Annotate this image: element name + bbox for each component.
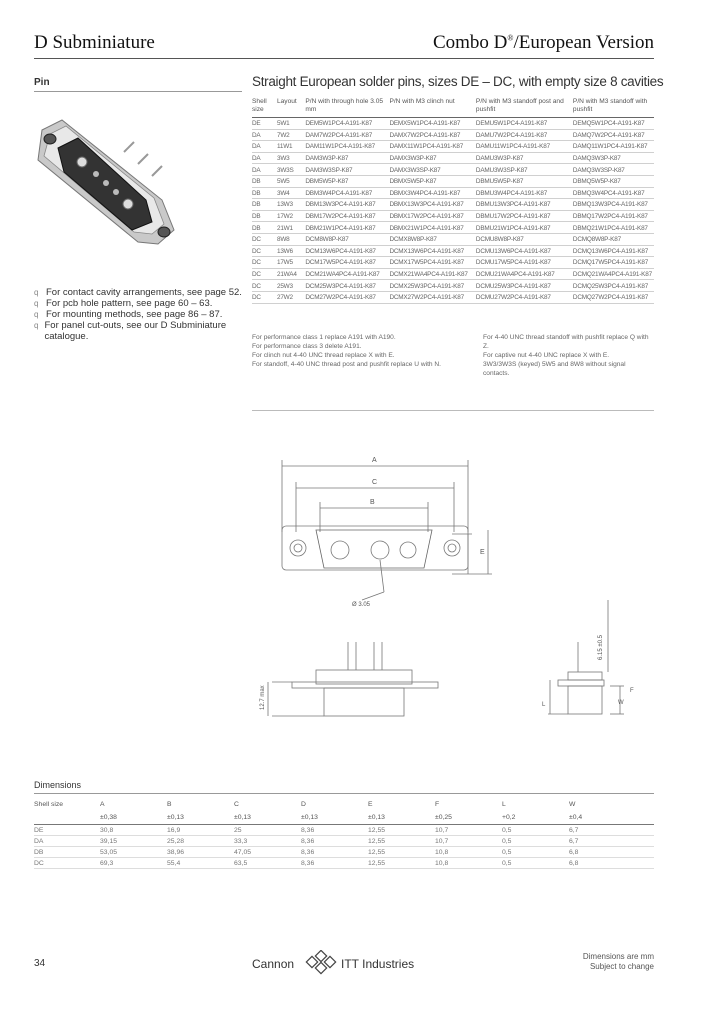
table-cell: DC [252,291,277,303]
dim-w-label: W [618,700,624,706]
col-header: P/N with M3 standoff post and pushfit [476,98,573,118]
table-row [34,836,654,847]
table-cell: DCMQ21WA4PC4-A191-K87 [573,268,654,280]
table-cell: DAMU11W1PC4-A191-K87 [476,141,573,153]
table-cell: DE [252,118,277,130]
table-row [252,199,654,211]
table-cell: 63,5 [234,858,301,869]
table-cell: 6,8 [569,847,654,858]
footnote: For captive nut 4-40 UNC replace X with E. [483,352,610,359]
table-cell: 13W6 [277,245,305,257]
table-cell: 6,8 [569,858,654,869]
tolerance-cell [34,811,100,825]
brand-cannon: Cannon [252,957,295,971]
col-header: P/N with M3 clinch nut [389,98,475,118]
table-cell: DCM17W5PC4-A191-K87 [305,257,389,269]
table-row [252,164,654,176]
table-cell: 12,55 [368,836,435,847]
table-cell: DB [252,187,277,199]
dim-c-label: C [372,479,378,486]
table-row [252,280,654,292]
section-title: Straight European solder pins, sizes DE – DC, with empty size 8 cavities [252,74,664,89]
table-cell: 0,5 [502,836,569,847]
col-header: L [502,801,506,808]
table-cell: 13W3 [277,199,305,211]
table-cell: DCMQ17W5PC4-A191-K87 [573,257,654,269]
table-cell: DCMQ8W8P-K87 [573,233,654,245]
table-cell: DAMX3W3P-K87 [389,152,475,164]
col-header: Layout [277,98,305,118]
dimensions-label: Dimensions [34,780,82,790]
table-row [252,118,654,130]
table-cell: 38,96 [167,847,234,858]
table-cell: 55,4 [167,858,234,869]
table-cell: 3W3 [277,152,305,164]
table-cell: DCMX25W3PC4-A191-K87 [389,280,475,292]
table-cell: 8,36 [301,836,368,847]
table-cell: DBM17W2PC4-A191-K87 [305,210,389,222]
table-cell: 3W3S [277,164,305,176]
table-cell: DBMU21W1PC4-A191-K87 [476,222,573,234]
note-text: For pcb hole pattern, see page 60 – 63. [46,298,213,309]
table-cell: DAMU3W3SP-K87 [476,164,573,176]
table-cell: DBMX13W3PC4-A191-K87 [389,199,475,211]
table-row [252,141,654,153]
table-cell: 0,5 [502,825,569,836]
table-cell: 39,15 [100,836,167,847]
pin-rule [34,91,242,92]
table-cell: DC [252,233,277,245]
table-row [34,858,654,869]
table-cell: DCM13W6PC4-A191-K87 [305,245,389,257]
table-cell: 53,05 [100,847,167,858]
footnotes-left [252,333,472,369]
table-cell: DC [34,858,100,869]
bullet-icon: q [34,288,39,297]
table-cell: DCMX13W6PC4-A191-K87 [389,245,475,257]
table-cell: DAMU7W2PC4-A191-K87 [476,129,573,141]
table-cell: DCMQ13W6PC4-A191-K87 [573,245,654,257]
table-cell: DB [252,222,277,234]
table-cell: DAMQ3W3P-K87 [573,152,654,164]
header-title-right [433,32,654,54]
table-cell: DCMU25W3PC4-A191-K87 [476,280,573,292]
tolerance-cell: ±0,13 [368,811,435,825]
table-cell: 6,7 [569,825,654,836]
table-cell: DCMQ27W2PC4-A191-K87 [573,291,654,303]
table-cell: DBMX5W5P-K87 [389,175,475,187]
table-cell: DBM13W3PC4-A191-K87 [305,199,389,211]
table-cell: DCMU17W5PC4-A191-K87 [476,257,573,269]
table-cell: DAM3W3P-K87 [305,152,389,164]
table-cell: DBMU17W2PC4-A191-K87 [476,210,573,222]
drawing-rule [252,410,654,411]
table-cell: DBM3W4PC4-A191-K87 [305,187,389,199]
table-cell: DCM8W8P-K87 [305,233,389,245]
table-cell: DCM21WA4PC4-A191-K87 [305,268,389,280]
height-label: 12.7 max [260,685,266,710]
table-cell: 0,5 [502,858,569,869]
col-header: Shell size [34,801,64,808]
table-cell: DBMX21W1PC4-A191-K87 [389,222,475,234]
table-cell: DAM7W2PC4-A191-K87 [305,129,389,141]
dimensions-table [34,798,654,869]
header-title-left: D Subminiature [34,32,155,53]
table-cell: DC [252,268,277,280]
note-text: For mounting methods, see page 86 – 87. [46,309,223,320]
table-cell: 16,9 [167,825,234,836]
table-cell: DCM25W3PC4-A191-K87 [305,280,389,292]
table-cell: 17W5 [277,257,305,269]
table-cell: 10,8 [435,847,502,858]
table-cell: DCMX21WA4PC4-A191-K87 [389,268,475,280]
table-cell: DEMU5W1PC4-A191-K87 [476,118,573,130]
table-cell: DBMQ17W2PC4-A191-K87 [573,210,654,222]
table-cell: 5W5 [277,175,305,187]
table-cell: DAM3W3SP-K87 [305,164,389,176]
footer-note-line: Dimensions are mm [582,952,654,961]
table-cell: 8,36 [301,825,368,836]
table-cell: DBMX3W4PC4-A191-K87 [389,187,475,199]
table-cell: DBMQ21W1PC4-A191-K87 [573,222,654,234]
table-cell: DCMU13W6PC4-A191-K87 [476,245,573,257]
table-cell: DBMU13W3PC4-A191-K87 [476,199,573,211]
table-row [34,847,654,858]
dim-a-label: A [372,457,377,464]
table-cell: 30,8 [100,825,167,836]
list-item [34,287,244,298]
table-cell: DBMQ3W4PC4-A191-K87 [573,187,654,199]
table-cell: 10,7 [435,825,502,836]
tolerance-cell: ±0,38 [100,811,167,825]
list-item [34,298,244,309]
table-tolerance-row [34,811,654,825]
table-cell: DBMU3W4PC4-A191-K87 [476,187,573,199]
table-row [252,268,654,280]
dim-l-label: L [542,702,546,708]
col-header: E [368,801,373,808]
connector-photo [34,112,184,252]
registered-mark: ® [507,33,514,43]
col-header: C [234,801,239,808]
itt-logo-icon [304,950,338,976]
part-number-table [252,98,654,304]
table-cell: 10,7 [435,836,502,847]
table-cell: 21W1 [277,222,305,234]
table-cell: DAM11W1PC4-A191-K87 [305,141,389,153]
col-header: P/N with M3 standoff with pushfit [573,98,654,118]
page-number: 34 [34,958,46,969]
table-cell: 5W1 [277,118,305,130]
footnote: For clinch nut 4-40 UNC thread replace X with E. [252,352,395,359]
table-cell: DBMX17W2PC4-A191-K87 [389,210,475,222]
pin-length-label: 6.15 ±0.5 [598,635,604,660]
table-cell: 27W2 [277,291,305,303]
table-cell: DAMU3W3P-K87 [476,152,573,164]
table-cell: DEM5W1PC4-A191-K87 [305,118,389,130]
footer-note-line: Subject to change [589,962,654,971]
tolerance-cell: ±0,13 [167,811,234,825]
table-cell: 33,3 [234,836,301,847]
table-cell: 25W3 [277,280,305,292]
table-cell: DAMQ11W1PC4-A191-K87 [573,141,654,153]
table-cell: DAMQ3W3SP-K87 [573,164,654,176]
header-right-main: Combo D [432,32,508,53]
col-header: D [301,801,306,808]
table-cell: DA [252,129,277,141]
table-cell: 12,55 [368,858,435,869]
table-cell: DA [252,141,277,153]
table-cell: DA [34,836,100,847]
table-row [252,233,654,245]
table-row [252,291,654,303]
table-row [34,825,654,836]
table-cell: 8W8 [277,233,305,245]
table-cell: DB [252,199,277,211]
note-text: For contact cavity arrangements, see page 52. [46,287,242,298]
table-cell: 10,8 [435,858,502,869]
header-right-rest: /European Version [513,32,654,53]
table-row [252,222,654,234]
table-cell: DCMU8W8P-K87 [476,233,573,245]
footnotes-right [483,333,653,378]
table-cell: 69,3 [100,858,167,869]
dim-f-label: F [630,688,634,694]
table-cell: 8,36 [301,847,368,858]
table-cell: 3W4 [277,187,305,199]
table-cell: DE [34,825,100,836]
table-row [252,187,654,199]
brand-itt: ITT Industries [341,957,415,971]
col-header: P/N with through hole 3.05 mm [305,98,389,118]
footnote: For performance class 3 delete A191. [252,343,362,350]
table-cell: DAMX7W2PC4-A191-K87 [389,129,475,141]
table-cell: DEMQ5W1PC4-A191-K87 [573,118,654,130]
table-cell: DEMX5W1PC4-A191-K87 [389,118,475,130]
tolerance-cell: ±0,4 [569,811,654,825]
table-cell: 0,5 [502,847,569,858]
table-cell: DC [252,257,277,269]
table-cell: DCMX8W8P-K87 [389,233,475,245]
table-cell: DBMU5W5P-K87 [476,175,573,187]
table-cell: 25 [234,825,301,836]
table-row [252,129,654,141]
table-cell: 47,05 [234,847,301,858]
table-header-row [34,798,654,811]
table-cell: 21WA4 [277,268,305,280]
bullet-icon: q [34,310,39,319]
dim-e-label: E [480,549,485,556]
table-cell: DCM27W2PC4-A191-K87 [305,291,389,303]
header-rule [34,58,654,59]
tolerance-cell: ±0,13 [301,811,368,825]
table-cell: DAMQ7W2PC4-A191-K87 [573,129,654,141]
col-header: Shell size [252,98,277,118]
dimensions-rule [34,793,654,794]
table-cell: DBM5W5P-K87 [305,175,389,187]
table-cell: DBM21W1PC4-A191-K87 [305,222,389,234]
table-cell: 25,28 [167,836,234,847]
table-cell: DCMU27W2PC4-A191-K87 [476,291,573,303]
table-cell: DA [252,152,277,164]
table-row [252,257,654,269]
table-cell: 17W2 [277,210,305,222]
table-cell: DCMQ25W3PC4-A191-K87 [573,280,654,292]
table-cell: DAMX3W3SP-K87 [389,164,475,176]
bullet-icon: q [34,299,39,308]
brand-logo [252,948,442,978]
table-cell: 11W1 [277,141,305,153]
note-text: For panel cut-outs, see our D Subminiature catalogue. [44,320,227,342]
table-cell: DC [252,280,277,292]
table-cell: DCMU21WA4PC4-A191-K87 [476,268,573,280]
col-header: W [569,801,576,808]
list-item [34,320,244,342]
footnote: For standoff, 4-40 UNC thread post and pushfit replace U with N. [252,361,441,368]
technical-drawing [252,420,654,735]
col-header: F [435,801,440,808]
table-cell: DA [252,164,277,176]
notes-list [34,287,244,342]
table-cell: DB [34,847,100,858]
table-cell: 7W2 [277,129,305,141]
table-cell: DCMX17W5PC4-A191-K87 [389,257,475,269]
table-row [252,175,654,187]
col-header: A [100,801,105,808]
table-cell: DAMX11W1PC4-A191-K87 [389,141,475,153]
footnote: 3W3/3W3S (keyed) 5W5 and 8W8 without signal contacts. [483,361,626,377]
table-cell: DB [252,175,277,187]
table-cell: DB [252,210,277,222]
table-cell: 6,7 [569,836,654,847]
footnote: For performance class 1 replace A191 with A190. [252,334,396,341]
table-cell: 12,55 [368,825,435,836]
table-header-row [252,98,654,118]
table-cell: 12,55 [368,847,435,858]
tolerance-cell: ±0,13 [234,811,301,825]
table-cell: DCMX27W2PC4-A191-K87 [389,291,475,303]
hole-label: Ø 3.05 [352,602,371,608]
dim-b-label: B [370,499,375,506]
list-item [34,309,244,320]
table-cell: 8,36 [301,858,368,869]
table-row [252,245,654,257]
bullet-icon: q [34,321,39,330]
table-cell: DBMQ13W3PC4-A191-K87 [573,199,654,211]
table-cell: DBMQ5W5P-K87 [573,175,654,187]
tolerance-cell: ±0,25 [435,811,502,825]
footnote: For 4-40 UNC thread standoff with pushfit replace Q with Z. [483,334,649,350]
table-cell: DC [252,245,277,257]
tolerance-cell: +0,2 [502,811,569,825]
table-row [252,152,654,164]
table-row [252,210,654,222]
col-header: B [167,801,172,808]
pin-label: Pin [34,77,50,88]
footer-note [583,952,654,972]
